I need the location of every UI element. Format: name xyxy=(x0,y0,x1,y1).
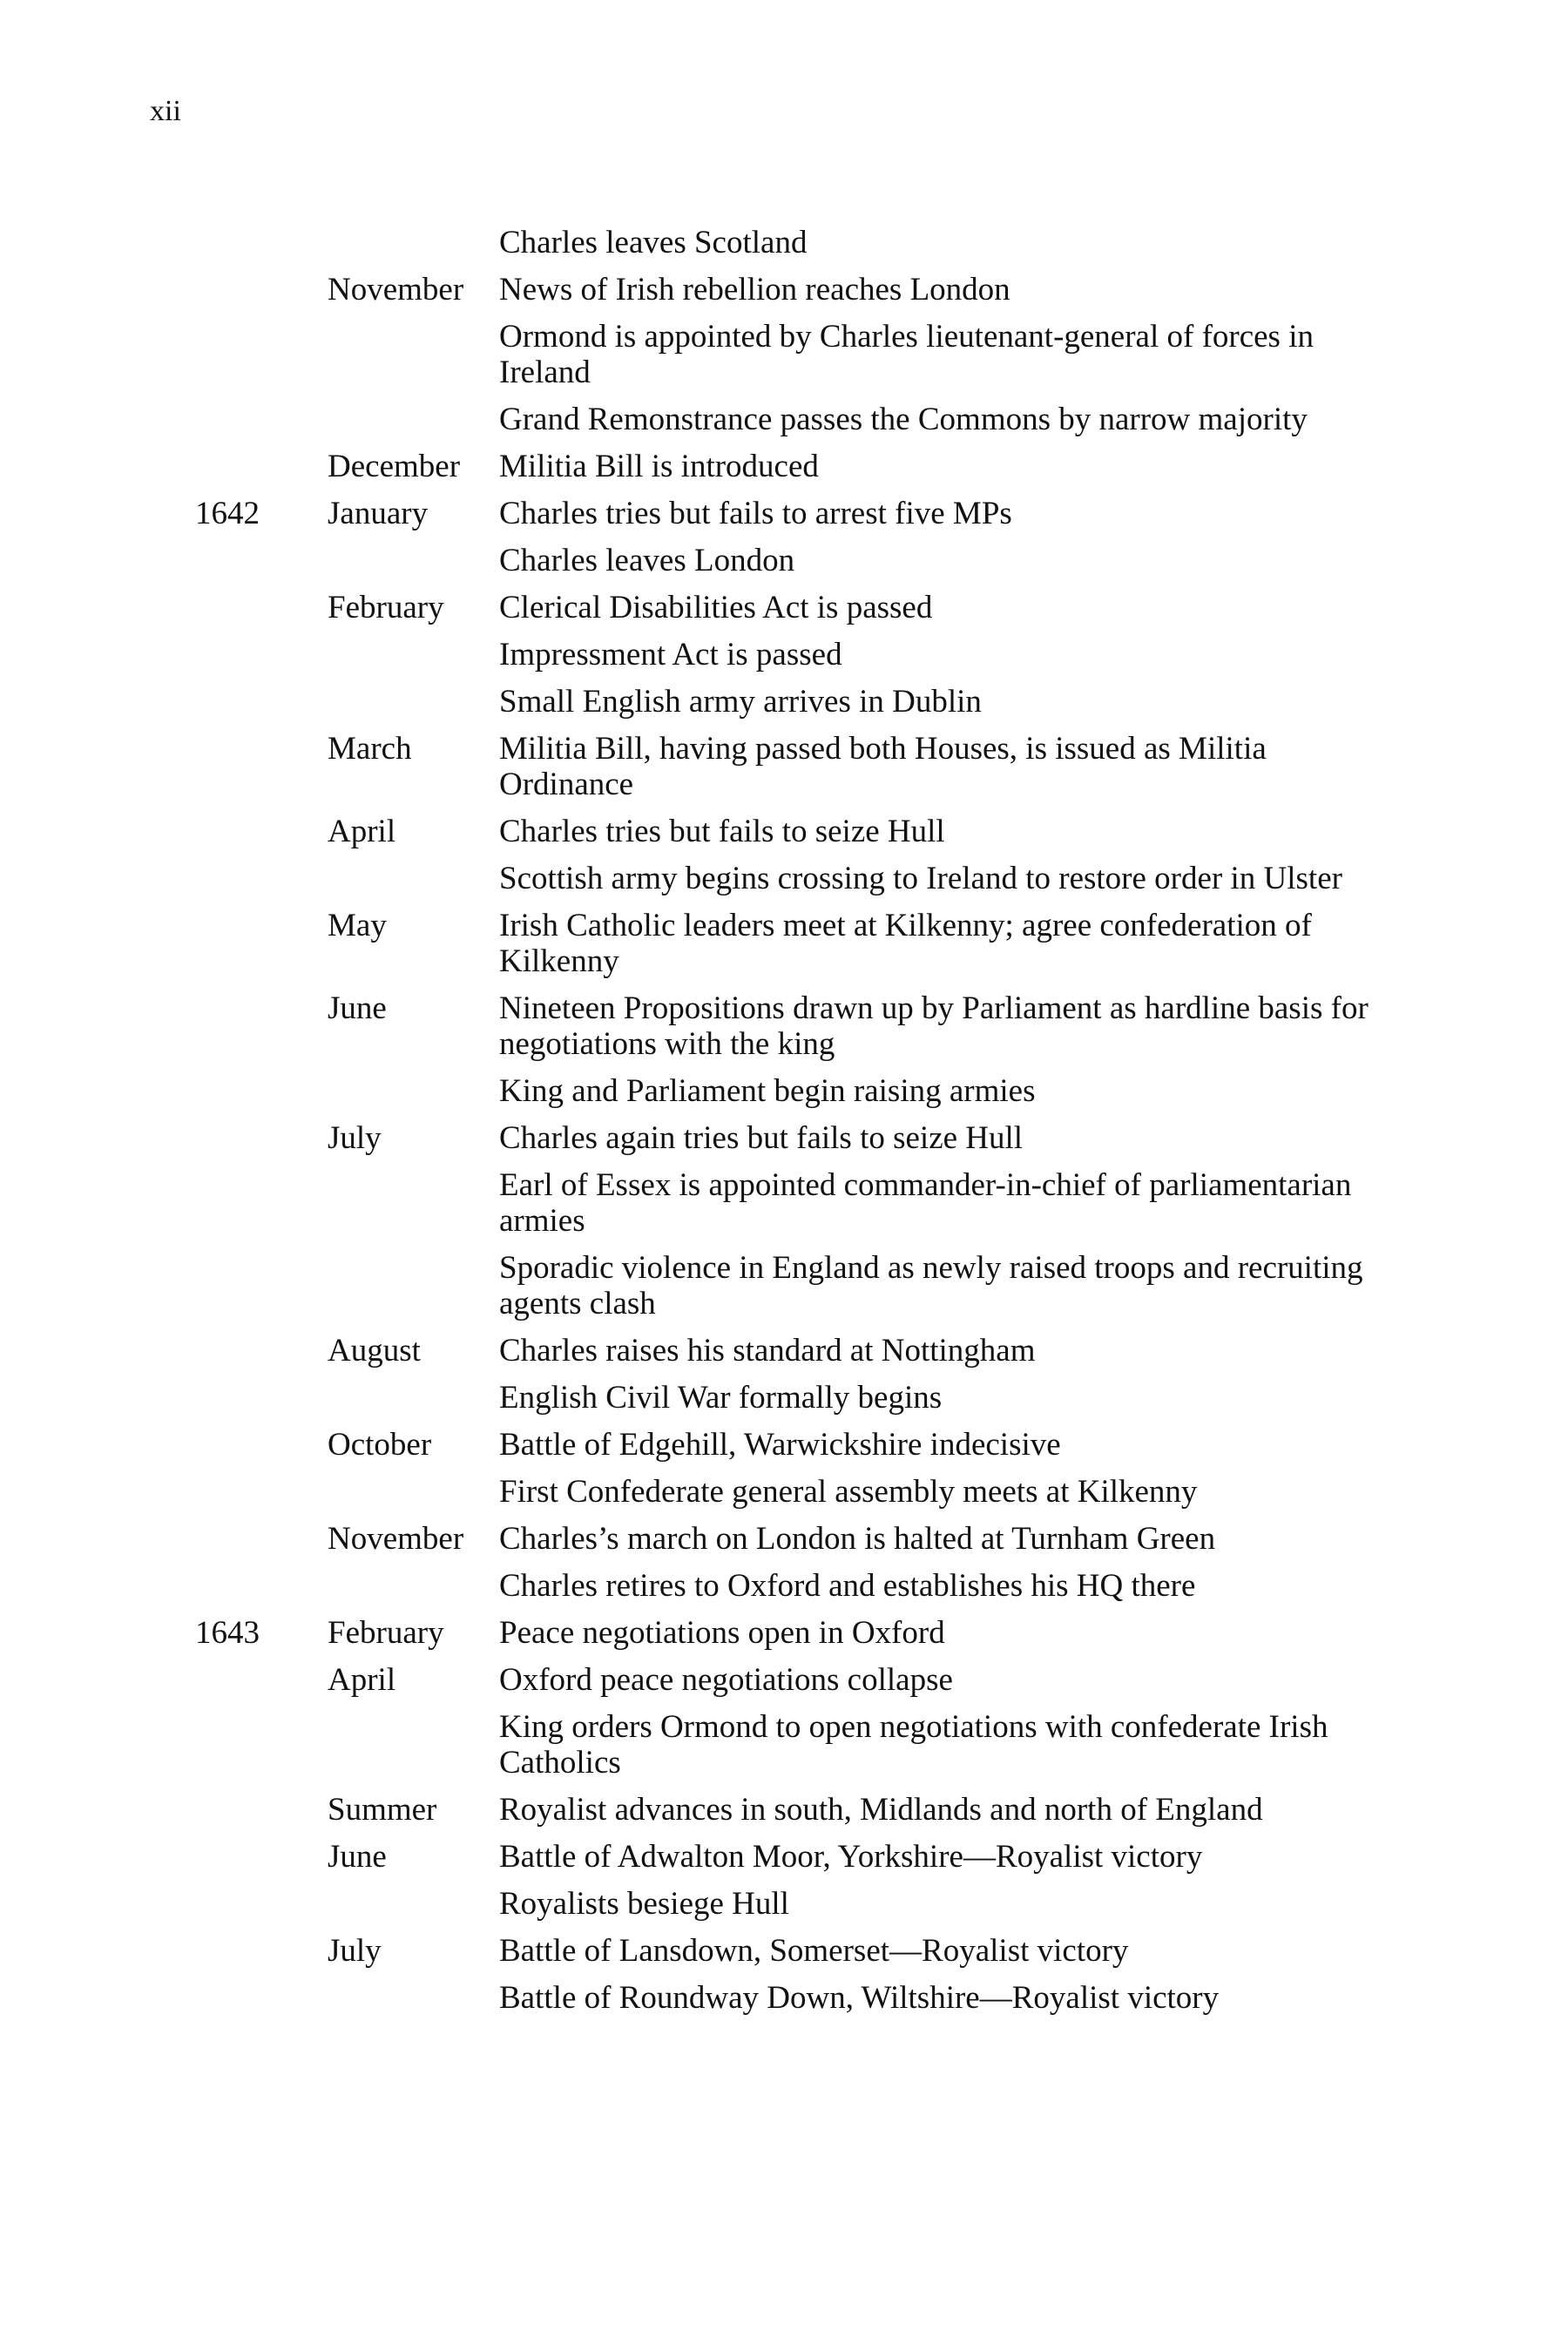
entry-event: Charles retires to Oxford and establishes his HQ there xyxy=(499,1568,1196,1604)
chronology-entry xyxy=(195,1120,1362,1156)
chronology-table xyxy=(195,225,1369,2027)
entry-year xyxy=(195,1792,328,1828)
entry-month xyxy=(328,1980,499,2016)
chronology-entry xyxy=(195,1933,1362,1969)
entry-year xyxy=(195,1333,328,1369)
entry-month xyxy=(328,1380,499,1416)
entry-month xyxy=(328,1250,499,1321)
entry-event: Nineteen Propositions drawn up by Parliament as hardline basis for negotiations with the king xyxy=(499,990,1369,1062)
entry-month xyxy=(328,1568,499,1604)
entry-year: 1643 xyxy=(195,1615,260,1651)
entry-event: Charles leaves London xyxy=(499,543,795,578)
chronology-entry xyxy=(195,1333,1362,1369)
entry-year xyxy=(195,1120,328,1156)
entry-year xyxy=(195,1073,328,1109)
entry-year xyxy=(195,1709,328,1781)
chronology-entry xyxy=(195,1073,1362,1109)
entry-month: April xyxy=(328,814,396,849)
entry-event: Militia Bill, having passed both Houses, is issued as Militia Ordinance xyxy=(499,731,1267,802)
chronology-entry xyxy=(195,1568,1362,1604)
chronology-entry xyxy=(195,684,1362,720)
chronology-entry xyxy=(195,1250,1362,1321)
entry-event: Peace negotiations open in Oxford xyxy=(499,1615,945,1651)
entry-year xyxy=(195,814,328,849)
entry-year xyxy=(195,861,328,896)
entry-event: Charles again tries but fails to seize Hull xyxy=(499,1120,1024,1156)
entry-month: November xyxy=(328,1521,464,1557)
entry-year xyxy=(195,684,328,720)
entry-month: August xyxy=(328,1333,421,1369)
entry-event: First Confederate general assembly meets at Kilkenny xyxy=(499,1474,1198,1510)
entry-year xyxy=(195,319,328,390)
entry-year xyxy=(195,1839,328,1875)
entry-year xyxy=(195,1380,328,1416)
entry-month xyxy=(328,1474,499,1510)
chronology-entry xyxy=(195,1427,1362,1463)
entry-year xyxy=(195,590,328,625)
entry-year: 1642 xyxy=(195,496,260,531)
entry-year xyxy=(195,990,328,1062)
entry-event: Charles tries but fails to seize Hull xyxy=(499,814,945,849)
entry-event: Oxford peace negotiations collapse xyxy=(499,1662,953,1698)
entry-event: Grand Remonstrance passes the Commons by narrow majority xyxy=(499,402,1308,437)
chronology-entry xyxy=(195,731,1362,802)
entry-month: February xyxy=(328,590,444,625)
entry-year xyxy=(195,1521,328,1557)
entry-month: June xyxy=(328,990,387,1026)
chronology-entry xyxy=(195,1521,1362,1557)
entry-event: Battle of Adwalton Moor, Yorkshire—Royalist victory xyxy=(499,1839,1203,1875)
entry-year xyxy=(195,543,328,578)
entry-month xyxy=(328,319,499,390)
chronology-entry xyxy=(195,319,1362,390)
chronology-entry xyxy=(195,1980,1362,2016)
entry-month xyxy=(328,1709,499,1781)
entry-event: Impressment Act is passed xyxy=(499,637,842,672)
entry-month: June xyxy=(328,1839,387,1875)
chronology-entry xyxy=(195,590,1362,625)
chronology-entry xyxy=(195,402,1362,437)
entry-month xyxy=(328,225,499,260)
entry-month: May xyxy=(328,908,387,943)
chronology-entry xyxy=(195,1662,1362,1698)
entry-event: Clerical Disabilities Act is passed xyxy=(499,590,933,625)
chronology-entry xyxy=(195,1167,1362,1239)
chronology-entry xyxy=(195,1886,1362,1922)
entry-event: Battle of Roundway Down, Wiltshire—Royalist victory xyxy=(499,1980,1220,2016)
entry-month xyxy=(328,684,499,720)
entry-event: News of Irish rebellion reaches London xyxy=(499,272,1010,308)
entry-event: Earl of Essex is appointed commander-in-chief of parliamentarian armies xyxy=(499,1167,1352,1239)
chronology-entry xyxy=(195,814,1362,849)
entry-event: Ormond is appointed by Charles lieutenant-general of forces in Ireland xyxy=(499,319,1314,390)
entry-month xyxy=(328,1167,499,1239)
entry-month: July xyxy=(328,1120,382,1156)
chronology-entry xyxy=(195,225,1362,260)
chronology-entry xyxy=(195,1792,1362,1828)
entry-event: Battle of Edgehill, Warwickshire indecisive xyxy=(499,1427,1061,1463)
entry-event: Royalists besiege Hull xyxy=(499,1886,789,1922)
entry-event: Small English army arrives in Dublin xyxy=(499,684,982,720)
entry-year xyxy=(195,1662,328,1698)
chronology-entry xyxy=(195,1839,1362,1875)
chronology-entry xyxy=(195,496,1362,531)
entry-year xyxy=(195,1886,328,1922)
entry-event: English Civil War formally begins xyxy=(499,1380,943,1416)
entry-year xyxy=(195,225,328,260)
entry-year xyxy=(195,908,328,979)
entry-year xyxy=(195,1980,328,2016)
entry-month xyxy=(328,402,499,437)
chronology-entry xyxy=(195,449,1362,484)
entry-year xyxy=(195,449,328,484)
entry-month xyxy=(328,861,499,896)
chronology-entry xyxy=(195,1615,1362,1651)
entry-year xyxy=(195,731,328,802)
entry-year xyxy=(195,1568,328,1604)
entry-month: Summer xyxy=(328,1792,437,1828)
entry-month: December xyxy=(328,449,461,484)
entry-event: Charles’s march on London is halted at Turnham Green xyxy=(499,1521,1216,1557)
entry-year xyxy=(195,272,328,308)
entry-month xyxy=(328,1073,499,1109)
entry-event: Royalist advances in south, Midlands and north of England xyxy=(499,1792,1263,1828)
entry-event: Sporadic violence in England as newly raised troops and recruiting agents clash xyxy=(499,1250,1363,1321)
entry-month: March xyxy=(328,731,412,767)
entry-month xyxy=(328,637,499,672)
entry-month: July xyxy=(328,1933,382,1969)
page-number: xii xyxy=(150,95,181,127)
entry-event: King and Parliament begin raising armies xyxy=(499,1073,1036,1109)
chronology-entry xyxy=(195,1380,1362,1416)
entry-event: Irish Catholic leaders meet at Kilkenny; agree confederation of Kilkenny xyxy=(499,908,1312,979)
chronology-entry xyxy=(195,908,1362,979)
chronology-entry xyxy=(195,990,1369,1062)
entry-event: Charles leaves Scotland xyxy=(499,225,808,260)
entry-year xyxy=(195,402,328,437)
chronology-entry xyxy=(195,637,1362,672)
chronology-entry xyxy=(195,1709,1362,1781)
entry-month: February xyxy=(328,1615,444,1651)
entry-event: Scottish army begins crossing to Ireland to restore order in Ulster xyxy=(499,861,1342,896)
chronology-entry xyxy=(195,861,1362,896)
chronology-entry xyxy=(195,543,1362,578)
entry-year xyxy=(195,1933,328,1969)
entry-year xyxy=(195,637,328,672)
entry-event: Charles raises his standard at Nottingham xyxy=(499,1333,1036,1369)
entry-year xyxy=(195,1427,328,1463)
entry-event: Militia Bill is introduced xyxy=(499,449,819,484)
chronology-entry xyxy=(195,1474,1362,1510)
entry-event: Battle of Lansdown, Somerset—Royalist victory xyxy=(499,1933,1129,1969)
entry-year xyxy=(195,1167,328,1239)
entry-month: October xyxy=(328,1427,432,1463)
entry-event: King orders Ormond to open negotiations with confederate Irish Catholics xyxy=(499,1709,1328,1781)
entry-month xyxy=(328,543,499,578)
entry-year xyxy=(195,1250,328,1321)
entry-month: November xyxy=(328,272,464,308)
entry-year xyxy=(195,1474,328,1510)
chronology-entry xyxy=(195,272,1362,308)
entry-month: January xyxy=(328,496,429,531)
entry-month: April xyxy=(328,1662,396,1698)
entry-event: Charles tries but fails to arrest five MPs xyxy=(499,496,1012,531)
entry-month xyxy=(328,1886,499,1922)
